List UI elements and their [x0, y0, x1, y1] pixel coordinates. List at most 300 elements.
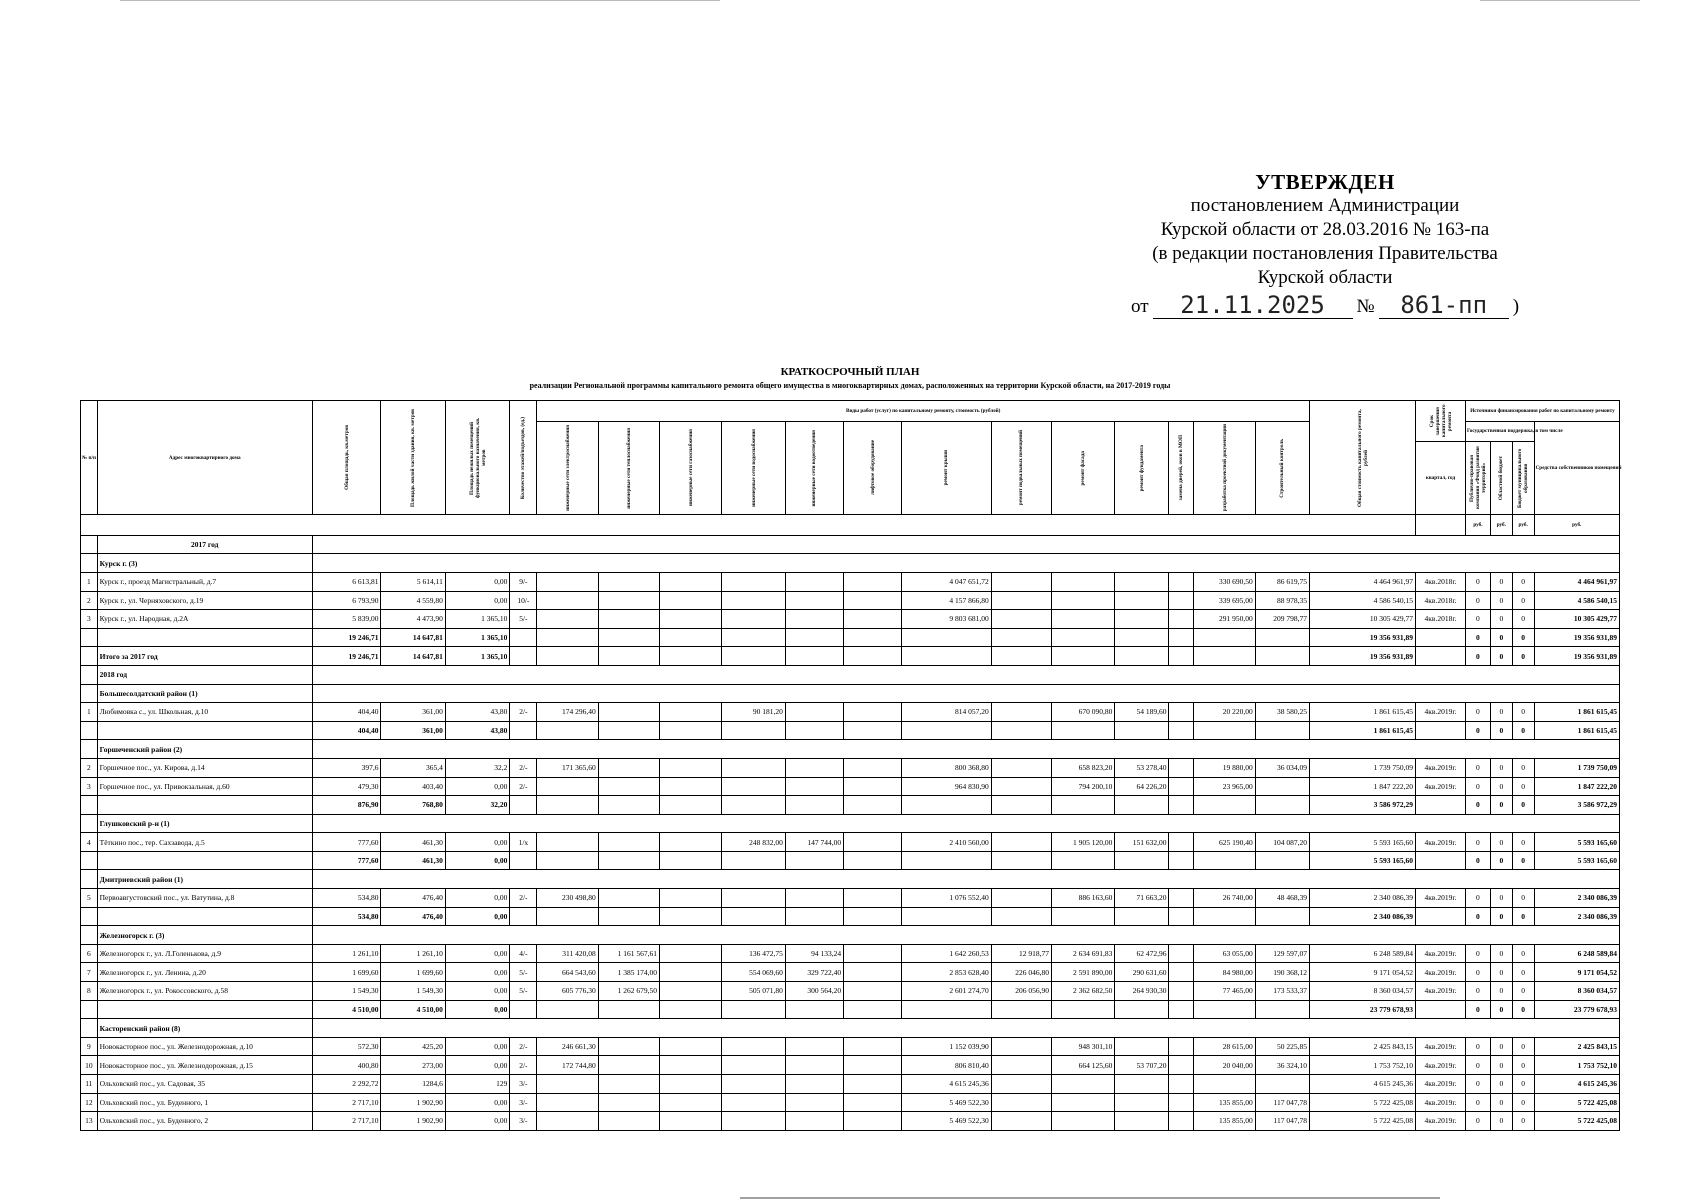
table-cell: Горшечное пос., ул. Привокзальная, д.60	[97, 777, 312, 796]
table-cell	[81, 647, 98, 666]
table-cell: 9 171 054,52	[1534, 963, 1619, 982]
table-cell: 9	[81, 1037, 98, 1056]
header-work-basement: ремонт подвальных помещений	[991, 421, 1051, 515]
table-cell: 0	[1490, 982, 1512, 1001]
table-cell: 361,00	[381, 703, 445, 722]
table-cell	[1115, 1075, 1169, 1094]
table-cell	[81, 684, 98, 703]
table-cell	[660, 796, 722, 815]
table-cell	[1255, 796, 1309, 815]
table-cell	[1115, 907, 1169, 926]
table-cell: 43,80	[445, 721, 509, 740]
table-cell: Итого за 2017 год	[97, 647, 312, 666]
table-cell	[81, 628, 98, 647]
table-cell	[844, 851, 902, 870]
table-cell: 2 425 843,15	[1310, 1037, 1416, 1056]
table-cell: 2 717,10	[312, 1112, 381, 1131]
table-row	[81, 889, 1620, 908]
table-cell	[510, 1000, 537, 1019]
header-work-lift: лифтовое оборудование	[844, 421, 902, 515]
table-cell: 136 472,75	[722, 944, 785, 963]
approval-line: (в редакции постановления Правительства	[1152, 243, 1498, 264]
table-cell	[991, 1075, 1051, 1094]
table-cell: 0	[1465, 982, 1490, 1001]
header-total-area: Общая площадь, кв.метров	[312, 401, 381, 515]
table-cell	[660, 1093, 722, 1112]
table-cell: 1 861 615,45	[1310, 703, 1416, 722]
table-cell: 2/-	[510, 758, 537, 777]
table-cell	[537, 610, 598, 629]
table-cell	[510, 851, 537, 870]
table-cell: 4 559,80	[381, 591, 445, 610]
table-cell: 0	[1512, 703, 1534, 722]
table-cell	[312, 684, 1619, 703]
section-label: Глушковский р-н (1)	[97, 814, 312, 833]
table-cell: 400,80	[312, 1056, 381, 1075]
table-cell: 26 740,00	[1194, 889, 1255, 908]
table-cell: 5 722 425,08	[1534, 1112, 1619, 1131]
table-cell	[660, 1056, 722, 1075]
table-cell: 1 861 615,45	[1310, 721, 1416, 740]
table-cell	[785, 889, 843, 908]
table-cell	[598, 777, 659, 796]
table-cell	[1115, 1093, 1169, 1112]
table-cell: 534,80	[312, 907, 381, 926]
table-cell: 32,20	[445, 796, 509, 815]
table-cell: 4/-	[510, 944, 537, 963]
table-cell: 291 950,00	[1194, 610, 1255, 629]
table-cell	[97, 907, 312, 926]
table-cell: 1 902,90	[381, 1093, 445, 1112]
table-cell: 0	[1490, 777, 1512, 796]
table-cell	[785, 610, 843, 629]
header-work-water: инженерные сети водоснабжения	[722, 421, 785, 515]
table-cell	[1194, 628, 1255, 647]
table-cell: 5 722 425,08	[1534, 1093, 1619, 1112]
table-cell	[844, 833, 902, 852]
table-cell: 0	[1512, 1037, 1534, 1056]
from-label: от	[1130, 296, 1149, 317]
table-cell: 14 647,81	[381, 647, 445, 666]
table-cell: 2 340 086,39	[1534, 907, 1619, 926]
table-cell	[844, 796, 902, 815]
table-row	[81, 610, 1620, 629]
table-cell	[1255, 721, 1309, 740]
table-cell: 0	[1512, 572, 1534, 591]
table-cell	[902, 647, 991, 666]
table-cell: 0	[1490, 572, 1512, 591]
table-cell	[1169, 721, 1194, 740]
table-cell	[312, 814, 1619, 833]
table-cell	[510, 721, 537, 740]
table-row	[81, 572, 1620, 591]
table-cell: 4кв.2018г.	[1416, 572, 1466, 591]
table-cell	[991, 851, 1051, 870]
table-cell: 670 090,80	[1051, 703, 1114, 722]
table-cell: 0	[1512, 721, 1534, 740]
table-cell: 4кв.2019г.	[1416, 758, 1466, 777]
table-cell	[81, 814, 98, 833]
table-cell	[537, 1093, 598, 1112]
table-cell: 5 614,11	[381, 572, 445, 591]
table-cell	[1051, 907, 1114, 926]
table-cell	[537, 647, 598, 666]
table-cell: 886 163,60	[1051, 889, 1114, 908]
table-cell	[1115, 628, 1169, 647]
table-cell: 19 356 931,89	[1310, 628, 1416, 647]
table-cell	[844, 591, 902, 610]
table-cell: 365,4	[381, 758, 445, 777]
table-cell: 534,80	[312, 889, 381, 908]
table-cell: 248 832,00	[722, 833, 785, 852]
table-cell: 0	[1490, 889, 1512, 908]
table-cell: 1 699,60	[381, 963, 445, 982]
document-heading	[80, 366, 1620, 392]
table-cell: 4 464 961,97	[1534, 572, 1619, 591]
table-cell: Курск г., ул. Черняховского, д.19	[97, 591, 312, 610]
table-cell: 4кв.2019г.	[1416, 1093, 1466, 1112]
table-cell	[1194, 796, 1255, 815]
table-cell	[785, 777, 843, 796]
table-cell	[510, 647, 537, 666]
table-cell	[991, 833, 1051, 852]
table-cell: 48 468,39	[1255, 889, 1309, 908]
header-state-support: Государственная поддержка, в том числе	[1465, 421, 1534, 442]
table-cell: 339 695,00	[1194, 591, 1255, 610]
table-cell	[1115, 610, 1169, 629]
table-cell: 4кв.2019г.	[1416, 1056, 1466, 1075]
table-cell	[785, 721, 843, 740]
table-cell	[660, 647, 722, 666]
table-cell: 0	[1490, 721, 1512, 740]
table-cell	[598, 703, 659, 722]
table-cell	[598, 1056, 659, 1075]
section-label: Горшеченский район (2)	[97, 740, 312, 759]
table-cell: 23 779 678,93	[1534, 1000, 1619, 1019]
table-cell: 104 087,20	[1255, 833, 1309, 852]
table-cell: 0,00	[445, 889, 509, 908]
table-cell: 19 356 931,89	[1534, 628, 1619, 647]
table-cell: 2 634 691,83	[1051, 944, 1114, 963]
table-cell: 0	[1490, 1112, 1512, 1131]
table-cell: Курск г., проезд Магистральный, д.7	[97, 572, 312, 591]
table-cell	[537, 1000, 598, 1019]
table-cell: 5 722 425,08	[1310, 1112, 1416, 1131]
table-cell: 1 861 615,45	[1534, 721, 1619, 740]
table-cell: 479,30	[312, 777, 381, 796]
table-cell: 0	[1465, 721, 1490, 740]
table-cell	[991, 703, 1051, 722]
table-cell: Железногорск г., ул. Ленина, д.20	[97, 963, 312, 982]
scan-edge-mark	[120, 0, 720, 1]
table-cell: 0	[1512, 610, 1534, 629]
table-cell: 4	[81, 833, 98, 852]
table-cell: 71 663,20	[1115, 889, 1169, 908]
table-cell: 876,90	[312, 796, 381, 815]
table-cell	[991, 591, 1051, 610]
table-cell: 4кв.2019г.	[1416, 982, 1466, 1001]
close-paren: )	[1512, 296, 1520, 317]
subtotal-row	[81, 796, 1620, 815]
approval-line: Курской области от 28.03.2016 № 163-па	[1160, 219, 1490, 240]
table-cell: 0	[1512, 1112, 1534, 1131]
table-cell: 13	[81, 1112, 98, 1131]
table-cell: 10	[81, 1056, 98, 1075]
table-cell	[660, 851, 722, 870]
table-cell: 19 246,71	[312, 628, 381, 647]
approval-number: 861-пп	[1379, 292, 1509, 319]
table-cell: 814 057,20	[902, 703, 991, 722]
table-cell: 1 847 222,20	[1534, 777, 1619, 796]
header-sources-group: Источники финансирования работ по капитальному ремонту	[1465, 401, 1619, 422]
table-cell: 28 615,00	[1194, 1037, 1255, 1056]
table-cell: 4кв.2019г.	[1416, 1075, 1466, 1094]
table-cell	[1051, 721, 1114, 740]
table-cell: 0	[1465, 758, 1490, 777]
table-cell	[660, 982, 722, 1001]
table-cell: 5/-	[510, 610, 537, 629]
table-cell: 3/-	[510, 1093, 537, 1112]
table-cell	[660, 572, 722, 591]
header-floors: Количество этажей/подъездов, (ед.)	[510, 401, 537, 515]
table-cell	[991, 1037, 1051, 1056]
table-cell: 554 069,60	[722, 963, 785, 982]
table-cell: 0,00	[445, 944, 509, 963]
table-cell: 4 615 245,36	[1310, 1075, 1416, 1094]
header-work-heat: инженерные сети теплоснабжения	[598, 421, 659, 515]
table-cell: 1/х	[510, 833, 537, 852]
header-work-control: Строительный контроль	[1255, 421, 1309, 515]
table-cell	[1169, 1112, 1194, 1131]
table-cell: 1 152 039,90	[902, 1037, 991, 1056]
table-cell: 6 248 589,84	[1310, 944, 1416, 963]
table-cell	[844, 572, 902, 591]
table-cell	[97, 721, 312, 740]
approval-date: 21.11.2025	[1153, 292, 1353, 319]
table-cell: 794 200,10	[1051, 777, 1114, 796]
table-cell: 6 248 589,84	[1534, 944, 1619, 963]
table-cell: 171 365,60	[537, 758, 598, 777]
table-cell	[81, 907, 98, 926]
table-cell	[991, 907, 1051, 926]
table-cell	[1051, 1093, 1114, 1112]
table-cell	[660, 889, 722, 908]
table-cell	[1255, 777, 1309, 796]
table-cell	[844, 777, 902, 796]
table-cell	[1416, 1000, 1466, 1019]
table-cell: 4кв.2019г.	[1416, 703, 1466, 722]
table-cell	[1115, 796, 1169, 815]
table-cell	[81, 665, 98, 684]
table-cell: 948 301,10	[1051, 1037, 1114, 1056]
table-cell	[97, 796, 312, 815]
table-cell	[1169, 1037, 1194, 1056]
table-cell	[785, 907, 843, 926]
table-cell	[1416, 721, 1466, 740]
table-cell: 0	[1512, 963, 1534, 982]
header-work-sewer: инженерные сети водоотведения	[785, 421, 843, 515]
table-cell	[1416, 647, 1466, 666]
table-cell: 3 586 972,29	[1310, 796, 1416, 815]
table-cell	[1169, 944, 1194, 963]
table-cell: Новокасторное пос., ул. Железнодорожная, д.15	[97, 1056, 312, 1075]
table-cell: 20 220,00	[1194, 703, 1255, 722]
table-cell: 404,40	[312, 703, 381, 722]
table-cell	[660, 833, 722, 852]
table-cell	[81, 1000, 98, 1019]
table-cell	[312, 870, 1619, 889]
approval-line: постановлением Администрации	[1190, 195, 1460, 216]
table-cell: 11	[81, 1075, 98, 1094]
table-cell	[722, 628, 785, 647]
table-cell	[1051, 1075, 1114, 1094]
table-cell: Любимовка с., ул. Школьная, д.10	[97, 703, 312, 722]
table-cell	[1169, 1093, 1194, 1112]
table-cell: 117 047,78	[1255, 1112, 1309, 1131]
table-cell	[785, 703, 843, 722]
table-cell	[844, 1037, 902, 1056]
table-cell	[1169, 851, 1194, 870]
header-nonliving-area: Площадь нежилых помещений функционального назначения, кв. метров	[445, 401, 509, 515]
table-cell: 1 365,10	[445, 628, 509, 647]
table-cell	[598, 721, 659, 740]
section-row	[81, 814, 1620, 833]
table-cell: 0	[1465, 628, 1490, 647]
table-row	[81, 758, 1620, 777]
table-cell	[660, 777, 722, 796]
table-cell: 404,40	[312, 721, 381, 740]
table-cell	[537, 851, 598, 870]
table-cell	[1115, 1037, 1169, 1056]
table-cell	[1169, 572, 1194, 591]
table-cell: 36 034,09	[1255, 758, 1309, 777]
table-cell: 505 071,80	[722, 982, 785, 1001]
table-cell: Ольховский пос., ул. Буденного, 2	[97, 1112, 312, 1131]
table-cell: 135 855,00	[1194, 1093, 1255, 1112]
table-cell: 206 056,90	[991, 982, 1051, 1001]
table-cell	[598, 889, 659, 908]
table-cell: 64 226,20	[1115, 777, 1169, 796]
table-cell: Первоавгустовский пос., ул. Ватутина, д.8	[97, 889, 312, 908]
table-cell: 0,00	[445, 982, 509, 1001]
header-work-facade: ремонт фасада	[1051, 421, 1114, 515]
table-cell	[598, 591, 659, 610]
table-cell: 403,40	[381, 777, 445, 796]
table-cell: 0	[1490, 610, 1512, 629]
table-cell	[1416, 796, 1466, 815]
table-cell	[1169, 628, 1194, 647]
table-cell	[902, 721, 991, 740]
table-cell: 63 055,00	[1194, 944, 1255, 963]
table-cell: 0	[1465, 777, 1490, 796]
table-cell: 53 278,40	[1115, 758, 1169, 777]
table-cell: 230 498,80	[537, 889, 598, 908]
table-cell	[722, 647, 785, 666]
header-address: Адрес многоквартирного дома	[97, 401, 312, 515]
header-works-group: Виды работ (услуг) по капитальному ремонту, стоимость (рублей)	[537, 401, 1310, 422]
table-cell	[785, 758, 843, 777]
header-total-cost: Общая стоимость капитального ремонта, рублей	[1310, 401, 1416, 515]
header-fund: Публично-правовая компания «Фонд развития территорий»	[1465, 442, 1490, 515]
table-cell: 0	[1490, 1056, 1512, 1075]
table-cell	[1255, 647, 1309, 666]
table-cell	[1416, 907, 1466, 926]
table-cell	[598, 1000, 659, 1019]
table-cell: 1 902,90	[381, 1112, 445, 1131]
table-cell: 3/-	[510, 1112, 537, 1131]
table-cell: 2/-	[510, 1037, 537, 1056]
table-cell: 5 722 425,08	[1310, 1093, 1416, 1112]
table-cell: 1 385 174,00	[598, 963, 659, 982]
table-cell: 0	[1465, 1037, 1490, 1056]
table-cell	[785, 647, 843, 666]
table-cell	[902, 851, 991, 870]
table-cell: 23 779 678,93	[1310, 1000, 1416, 1019]
table-cell: 2 340 086,39	[1310, 889, 1416, 908]
table-cell: 330 690,50	[1194, 572, 1255, 591]
table-cell: 0	[1465, 944, 1490, 963]
table-cell: 0	[1512, 907, 1534, 926]
table-cell: 1 847 222,20	[1310, 777, 1416, 796]
table-cell: 20 040,00	[1194, 1056, 1255, 1075]
table-cell	[1051, 628, 1114, 647]
section-row	[81, 870, 1620, 889]
table-row	[81, 1056, 1620, 1075]
table-cell: 1 861 615,45	[1534, 703, 1619, 722]
table-cell: 77 465,00	[1194, 982, 1255, 1001]
table-cell	[598, 851, 659, 870]
table-cell	[991, 777, 1051, 796]
table-cell	[537, 833, 598, 852]
table-cell: 0	[1490, 647, 1512, 666]
table-cell	[1051, 1000, 1114, 1019]
table-cell	[537, 721, 598, 740]
table-cell: 10 305 429,77	[1534, 610, 1619, 629]
table-cell	[722, 851, 785, 870]
table-cell	[991, 1056, 1051, 1075]
table-cell: 2 340 086,39	[1310, 907, 1416, 926]
table-cell: 0	[1512, 1000, 1534, 1019]
table-cell: Железногорск г., ул. Рокоссовского, д.58	[97, 982, 312, 1001]
table-cell: 4 510,00	[312, 1000, 381, 1019]
table-cell: 0	[1490, 628, 1512, 647]
header-deadline: Срок завершения капитального ремонта	[1416, 401, 1466, 442]
table-cell: 0	[1490, 833, 1512, 852]
table-cell: 0	[1512, 758, 1534, 777]
table-cell: 0	[1465, 833, 1490, 852]
table-cell	[722, 1075, 785, 1094]
table-cell: 117 047,78	[1255, 1093, 1309, 1112]
table-cell	[598, 628, 659, 647]
table-cell: 1	[81, 572, 98, 591]
table-cell: 0	[1512, 833, 1534, 852]
table-cell: 0	[1512, 1075, 1534, 1094]
table-cell: 8	[81, 982, 98, 1001]
table-cell: 12 918,77	[991, 944, 1051, 963]
table-cell: 1 261,10	[312, 944, 381, 963]
header-work-gas: инженерные сети газоснабжения	[660, 421, 722, 515]
table-cell	[1051, 572, 1114, 591]
table-cell	[844, 758, 902, 777]
table-cell: 151 632,00	[1115, 833, 1169, 852]
number-label: №	[1356, 296, 1375, 317]
section-row	[81, 554, 1620, 573]
section-row	[81, 684, 1620, 703]
table-cell: 664 125,60	[1051, 1056, 1114, 1075]
table-cell	[537, 1112, 598, 1131]
table-cell: 0	[1465, 610, 1490, 629]
table-cell	[81, 870, 98, 889]
